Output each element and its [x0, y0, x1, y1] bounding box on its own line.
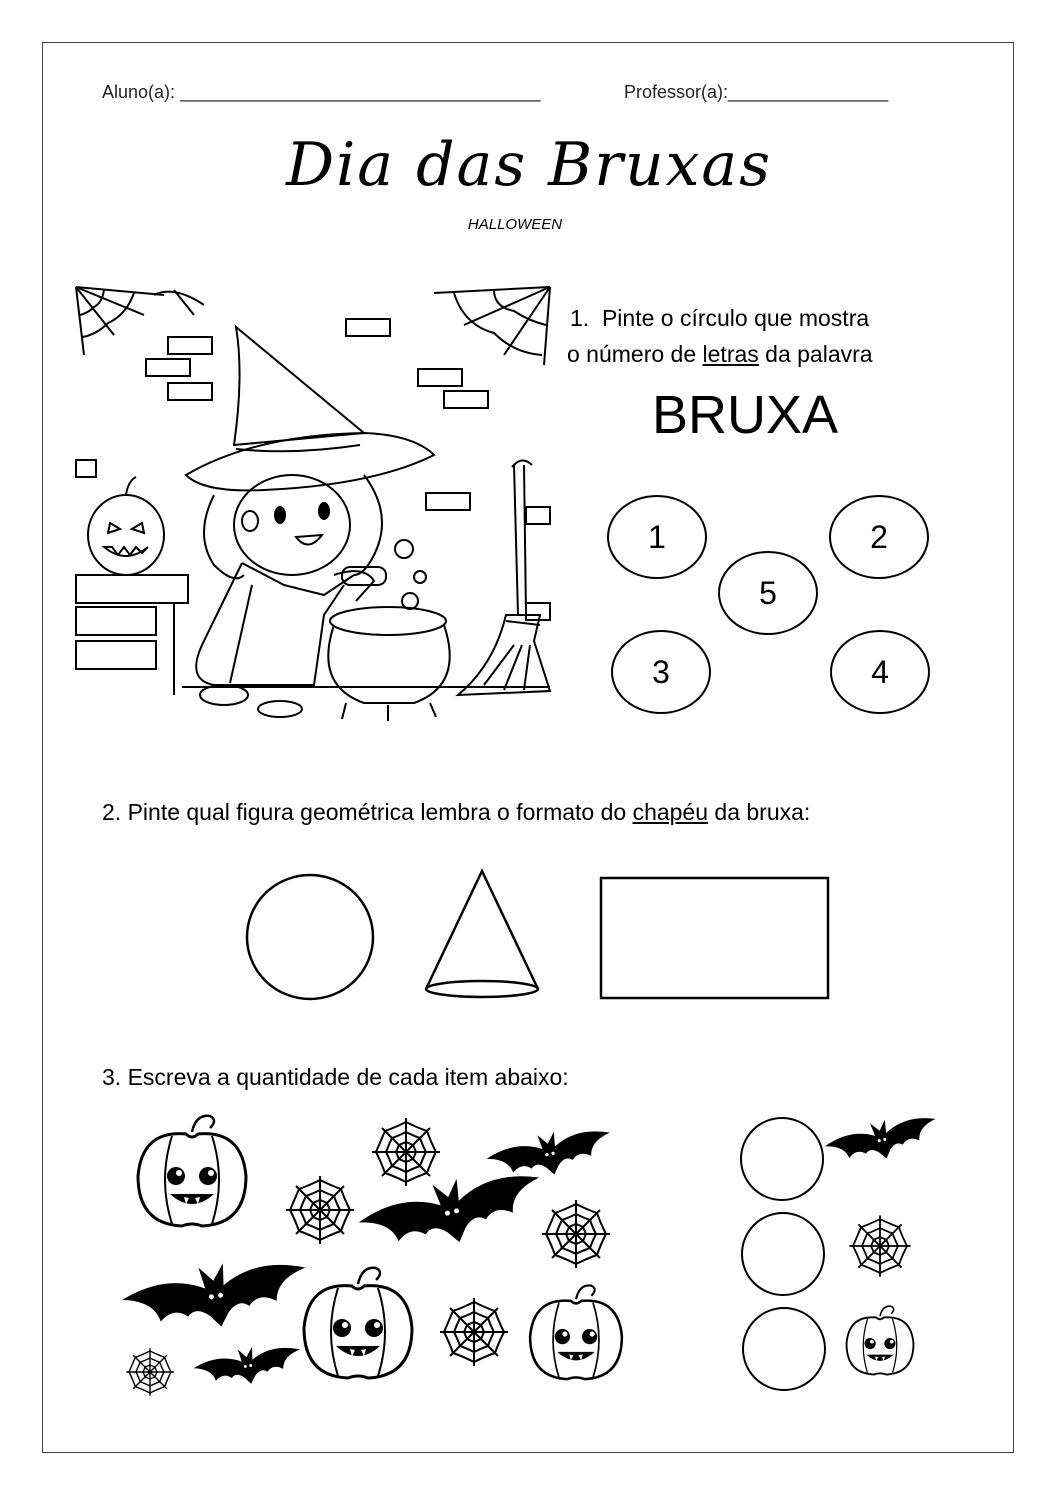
answer-circle-pumpkins[interactable] [742, 1307, 826, 1391]
spiderweb-icon [440, 1298, 508, 1366]
spiderweb-icon [542, 1200, 610, 1268]
q3-legend-icons [830, 1110, 940, 1400]
bat-icon [192, 1339, 305, 1393]
pumpkin-icon [138, 1116, 246, 1226]
q1-option-5[interactable]: 5 [718, 551, 818, 635]
bat-icon [484, 1120, 616, 1187]
answer-circle-webs[interactable] [741, 1212, 825, 1296]
q2-shapes [240, 865, 840, 1005]
table-pumpkin-icon [88, 477, 164, 575]
pumpkin-icon [847, 1306, 914, 1374]
q3-items-cluster [120, 1110, 640, 1410]
bat-icon [822, 1108, 942, 1172]
circle-icon[interactable] [247, 875, 373, 999]
page-title: Dia das Bruxas [286, 130, 772, 200]
q2-instruction: 2. Pinte qual figura geométrica lembra o formato do chapéu da bruxa: [102, 799, 811, 825]
q1-option-4[interactable]: 4 [830, 630, 930, 714]
corner-web-left-icon [76, 287, 204, 355]
page-subtitle: HALLOWEEN [467, 216, 563, 233]
witch-illustration [74, 285, 554, 725]
q1-option-1[interactable]: 1 [607, 495, 707, 579]
spiderweb-icon [286, 1176, 354, 1244]
teacher-name-line[interactable]: Professor(a):________________ [624, 82, 889, 102]
spiderweb-icon [126, 1348, 174, 1396]
broom-icon [458, 460, 550, 695]
q1-option-2[interactable]: 2 [829, 495, 929, 579]
q1-word: BRUXA [652, 385, 839, 445]
pumpkin-icon [304, 1268, 412, 1378]
rectangle-icon[interactable] [601, 878, 828, 998]
q1-instruction: 1. Pinte o círculo que mostra o número de letras da palavra [567, 305, 873, 367]
answer-circle-bats[interactable] [740, 1117, 824, 1201]
pumpkin-icon [530, 1285, 622, 1379]
student-name-line[interactable]: Aluno(a): ____________________________________ [102, 82, 541, 102]
q1-option-3[interactable]: 3 [611, 630, 711, 714]
bat-icon [119, 1249, 313, 1342]
spiderweb-icon [372, 1118, 440, 1186]
spiderweb-icon [849, 1215, 910, 1276]
q3-instruction: 3. Escreva a quantidade de cada item abaixo: [102, 1064, 569, 1090]
corner-web-right-icon [434, 287, 550, 365]
cone-icon[interactable] [426, 871, 538, 997]
